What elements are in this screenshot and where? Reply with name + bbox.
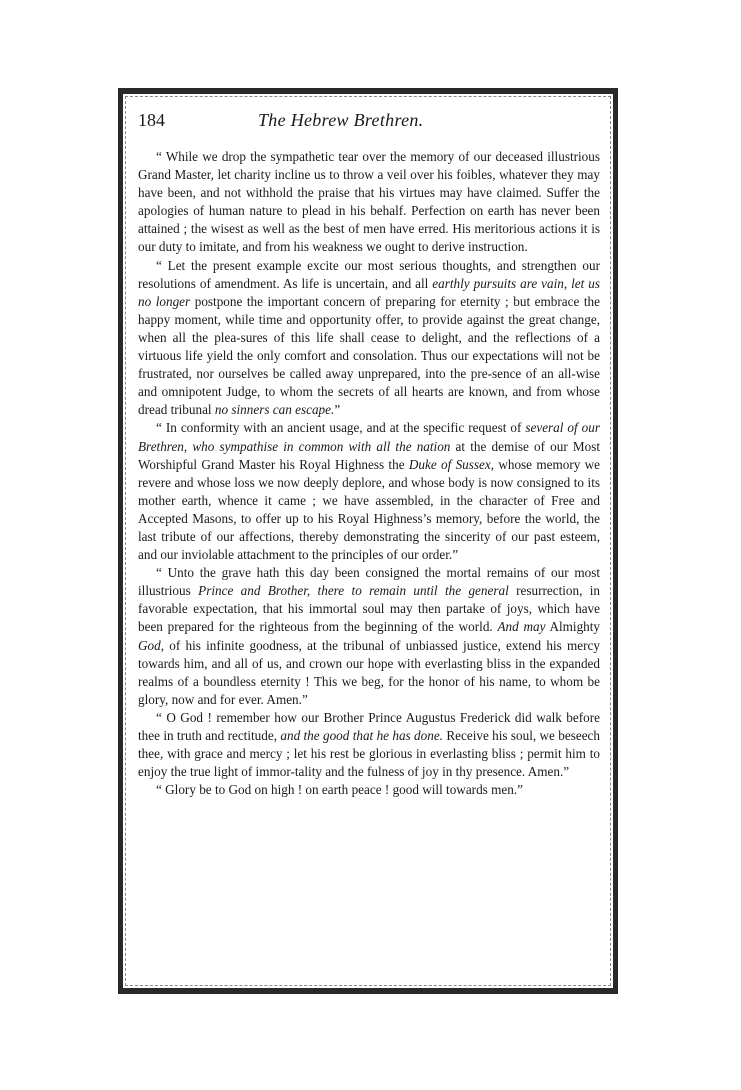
paragraph-4: [138, 564, 600, 709]
running-title: The Hebrew Brethren.: [258, 110, 424, 130]
italic-segment: Duke of Sussex: [408, 456, 491, 472]
page-content: [138, 110, 600, 799]
text-segment: “ In conformity with an ancient usage, and at the specific request of: [156, 420, 526, 436]
text-segment: ”: [334, 402, 341, 418]
paragraph-2: [138, 257, 600, 420]
italic-segment: several of our Brethren, who sympathise in common with all the nation: [138, 420, 600, 454]
italic-segment: and the good that he has done.: [280, 728, 443, 743]
paragraph-3: [138, 419, 600, 564]
page-number: 184: [138, 110, 165, 130]
paragraph-6: [138, 781, 600, 799]
text-segment: resurrection, in favorable expectation, that his immortal soul may then partake of joys, which have been prepared for the righteous from the beginning of the world.: [138, 583, 601, 635]
text-segment: “ While we drop the sympathetic tear over the memory of our deceased illustrious Grand Master, let charity incline us to throw a veil over his foibles, whatever they may have been, and not withhold the praise that his virtues may have claimed. Suffer the apologies of human nature to plead in his behalf. Perfection on earth has never been attained ; the wisest as well as the best of men have erred. His meritorious actions it is our duty to imitate, and from his weakness we ought to derive instruction.: [138, 149, 600, 255]
paragraph-5: [138, 709, 600, 781]
paragraph-1: [138, 148, 600, 257]
text-segment: postpone the important concern of preparing for eternity ; but embrace the happy moment, while time and opportunity offer, to provide against the great change, when all the plea-sures of this life shall cease to delight, and the reflections of a virtuous life yield the only comfort and consolation. Thus our expectations will not be frustrated, nor ourselves be called away unprepared, into the pre-sence of an all-wise and omnipotent Judge, to whom the secrets of all hearts are known, and from whose dread tribunal: [138, 293, 600, 418]
italic-segment: Prince and Brother, there to remain until the general: [198, 583, 509, 599]
text-segment: “ Glory be to God on high ! on earth peace ! good will towards men.”: [156, 782, 523, 798]
text-segment: , of his infinite goodness, at the tribunal of unbiassed justice, extend his mercy towards him, and all of us, and crown our hope with everlasting bliss in the expanded realms of a boundless eternity ! This we beg, for the honor of his name, to whom be glory, now and for ever. Amen.”: [138, 637, 600, 707]
text-segment: “ Let the present example excite our most serious thoughts, and strengthen our resolutions of amendment. As life is uncertain, and all: [138, 257, 600, 291]
italic-segment: no sinners can escape.: [214, 402, 335, 418]
text-segment: “ O God ! remember how our Brother Prince Augustus Frederick did walk before thee in truth and rectitude,: [138, 709, 600, 743]
italic-segment: And may: [497, 619, 546, 635]
italic-segment: earthly pursuits are vain, let us no longer: [138, 275, 601, 309]
text-segment: at the demise of our Most Worshipful Grand Master his Royal Highness the: [138, 438, 600, 472]
text-segment: Receive his soul, we beseech thee, with grace and mercy ; let his rest be glorious in everlasting bliss ; permit him to enjoy the true light of immor-tality and the fulness of joy in thy presence. Amen.”: [138, 728, 600, 780]
italic-segment: God: [138, 637, 161, 653]
text-segment: Almighty: [545, 619, 601, 635]
text-segment: “ Unto the grave hath this day been consigned the mortal remains of our most illustrious: [138, 565, 600, 599]
running-head: [138, 110, 600, 140]
text-segment: , whose memory we revere and whose loss we now deeply deplore, and whose body is now consigned to its mother earth, whence it came ; we have assembled, in the character of Free and Accepted Masons, to offer up to his Royal Highness’s memory, before the world, the last tribute of our affections, thereby demonstrating the sincerity of our past esteem, and our inviolable attachment to the principles of our order.”: [138, 456, 600, 563]
